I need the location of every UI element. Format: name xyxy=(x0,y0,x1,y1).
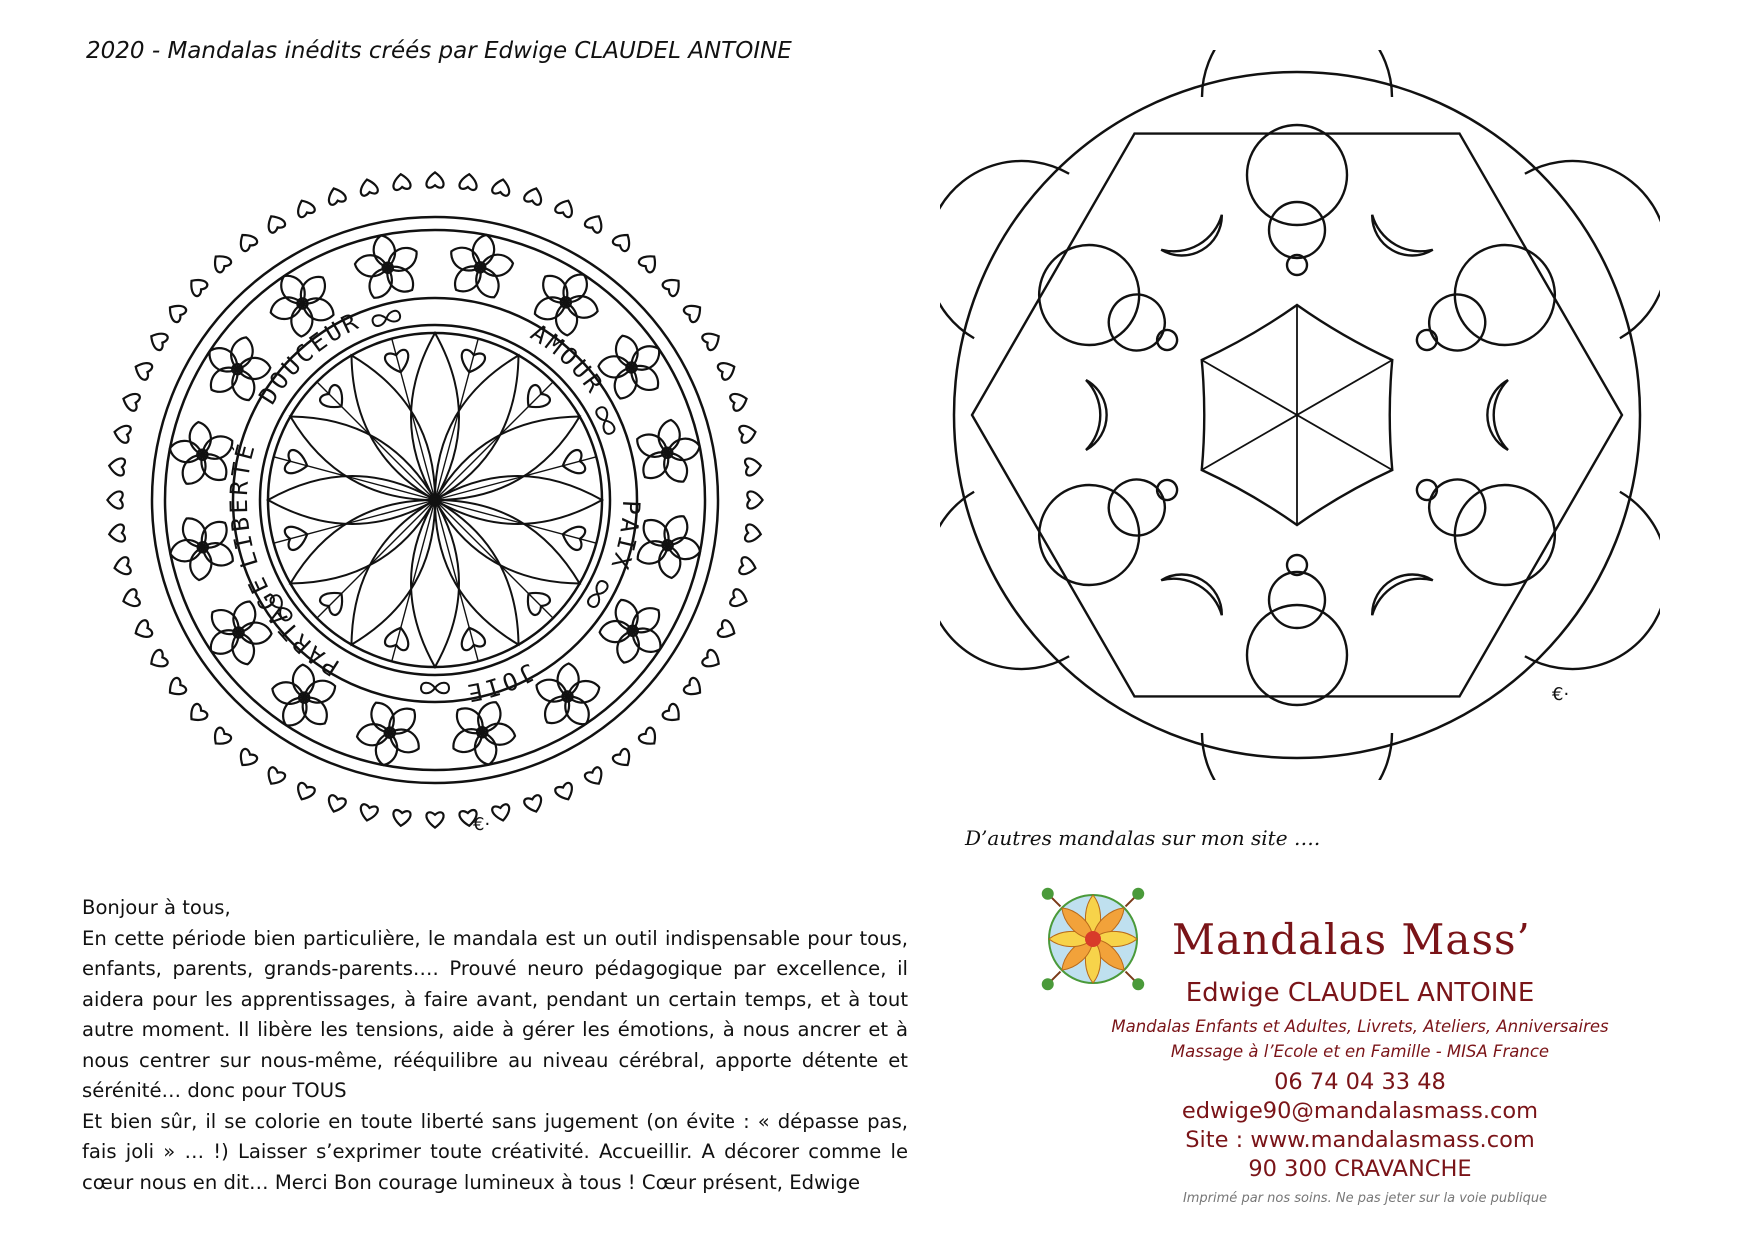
border-heart xyxy=(701,649,723,671)
border-heart xyxy=(107,491,122,508)
logo-tree xyxy=(1039,967,1064,992)
border-heart xyxy=(492,804,512,823)
border-heart xyxy=(264,212,286,234)
border-heart xyxy=(739,557,758,577)
border-heart xyxy=(729,391,749,412)
mandala-right xyxy=(940,50,1660,780)
intro-text xyxy=(82,893,908,1198)
website-link[interactable]: Site : www.mandalasmass.com xyxy=(1185,1127,1535,1153)
border-heart xyxy=(554,782,576,803)
border-heart xyxy=(584,766,606,788)
border-heart xyxy=(264,766,286,788)
border-heart xyxy=(359,804,379,823)
border-heart xyxy=(701,329,723,351)
border-heart xyxy=(717,619,738,641)
border-heart xyxy=(121,391,141,412)
bubble-stack xyxy=(1371,403,1660,704)
mandala-word: LIBERTÉ xyxy=(224,438,264,572)
border-heart xyxy=(638,726,661,749)
bubble-stack xyxy=(1202,50,1392,275)
rosette-line xyxy=(317,500,435,618)
infinity-sign xyxy=(371,310,401,327)
mandala-word: JOIE xyxy=(462,657,540,708)
border-heart xyxy=(392,810,411,827)
signature: €· xyxy=(473,814,491,835)
center-dot xyxy=(431,496,439,504)
border-heart xyxy=(236,230,259,252)
border-heart xyxy=(147,649,169,671)
border-heart xyxy=(426,172,443,187)
border-heart xyxy=(612,230,635,252)
logo-center xyxy=(1085,931,1101,947)
border-heart xyxy=(132,359,153,381)
border-heart xyxy=(294,782,316,803)
bubble-stack xyxy=(1371,126,1660,427)
border-heart xyxy=(113,424,132,444)
border-heart xyxy=(739,424,758,444)
border-heart xyxy=(661,703,684,726)
crescent xyxy=(1362,215,1433,268)
border-heart xyxy=(186,703,209,726)
border-heart xyxy=(584,212,606,234)
infinity-sign xyxy=(595,406,616,436)
logo-tree xyxy=(1121,885,1146,910)
rosette-line xyxy=(435,382,553,500)
address: 90 300 CRAVANCHE xyxy=(1248,1156,1472,1182)
border-heart xyxy=(459,173,478,190)
mandala-left xyxy=(35,100,835,900)
logo-tree xyxy=(1039,885,1064,910)
border-heart xyxy=(492,178,512,197)
border-heart xyxy=(683,301,705,324)
rosette-line xyxy=(392,500,435,661)
border-heart xyxy=(326,794,347,814)
border-heart xyxy=(612,748,635,770)
border-heart xyxy=(523,794,544,814)
contact-block xyxy=(1080,978,1640,1184)
border-heart xyxy=(294,197,316,218)
bubble-stack xyxy=(1202,555,1392,780)
mandala-word: PARTAGE xyxy=(241,570,345,682)
mandala-word: PAIX xyxy=(604,499,646,576)
rosette-line xyxy=(435,457,596,500)
phone-number[interactable]: 06 74 04 33 48 xyxy=(1274,1069,1446,1095)
brand-title: Mandalas Mass’ xyxy=(1172,915,1531,964)
border-heart xyxy=(113,557,132,577)
massage-line: Massage à l’Ecole et en Famille - MISA France xyxy=(1170,1042,1550,1061)
border-heart xyxy=(426,812,443,827)
border-heart xyxy=(121,588,141,609)
rosette-line xyxy=(274,457,435,500)
border-heart xyxy=(132,619,153,641)
border-heart xyxy=(729,588,749,609)
rosette-line xyxy=(435,500,553,618)
intro-paragraph-2: Et bien sûr, il se colorie en toute liberté sans jugement (on évite : « dépasse pas, fais joli » … !) Laisser s’exprimer toute créativité. Accueillir. A décorer comme le cœur nous en dit… Merci Bon courage lumineux à tous ! Cœur présent, Edwige xyxy=(82,1109,908,1194)
border-heart xyxy=(236,748,259,770)
border-heart xyxy=(147,329,169,351)
crescent xyxy=(1161,562,1232,615)
signature: €· xyxy=(1552,684,1570,705)
border-heart xyxy=(638,251,661,274)
border-heart xyxy=(165,301,187,324)
border-heart xyxy=(392,173,411,190)
border-heart xyxy=(359,178,379,197)
mandala-word: AMOUR xyxy=(525,318,610,400)
border-heart xyxy=(209,726,232,749)
rosette-line xyxy=(317,382,435,500)
rosette-line xyxy=(435,500,596,543)
border-heart xyxy=(683,677,705,700)
crescent xyxy=(1161,215,1232,268)
crescent xyxy=(1487,380,1508,450)
printed-notice: Imprimé par nos soins. Ne pas jeter sur la voie publique xyxy=(1182,1191,1548,1206)
border-heart xyxy=(661,274,684,297)
rosette-line xyxy=(435,500,478,661)
border-heart xyxy=(745,524,762,543)
border-heart xyxy=(108,457,125,476)
email-link[interactable]: edwige90@mandalasmass.com xyxy=(1181,1098,1539,1124)
crescent xyxy=(1086,380,1107,450)
greeting: Bonjour à tous, xyxy=(82,896,231,919)
border-heart xyxy=(747,491,762,508)
border-heart xyxy=(554,197,576,218)
crescent xyxy=(1362,562,1433,615)
rosette-line xyxy=(435,339,478,500)
more-mandalas-link[interactable]: D’autres mandalas sur mon site …. xyxy=(965,826,1321,850)
border-heart xyxy=(165,677,187,700)
border-heart xyxy=(523,186,544,206)
rosette-line xyxy=(274,500,435,543)
services-line: Mandalas Enfants et Adultes, Livrets, Ateliers, Anniversaires xyxy=(1111,1017,1609,1036)
infinity-sign xyxy=(421,683,449,694)
mandala-word: DOUCEUR xyxy=(253,306,365,410)
border-heart xyxy=(108,524,125,543)
intro-paragraph-1: En cette période bien particulière, le mandala est un outil indispensable pour tous, enfants, parents, grands-parents…. Prouvé neuro pédagogique par excellence, il aidera pour les apprentissages, à faire avant, pendant un certain temps, et à tout autre moment. Il libère les tensions, aide à gérer les émotions, à nous ancrer et à nous centrer sur nous-même, rééquilibre au niveau cérébral, apporte détente et sérénité… donc pour TOUS xyxy=(82,926,908,1102)
brand-name: Edwige CLAUDEL ANTOINE xyxy=(1185,978,1535,1008)
border-heart xyxy=(209,251,232,274)
border-heart xyxy=(745,457,762,476)
border-heart xyxy=(186,274,209,297)
border-heart xyxy=(717,359,738,381)
page-title: 2020 - Mandalas inédits créés par Edwige CLAUDEL ANTOINE xyxy=(86,38,792,64)
rosette-line xyxy=(392,339,435,500)
border-heart xyxy=(326,186,347,206)
